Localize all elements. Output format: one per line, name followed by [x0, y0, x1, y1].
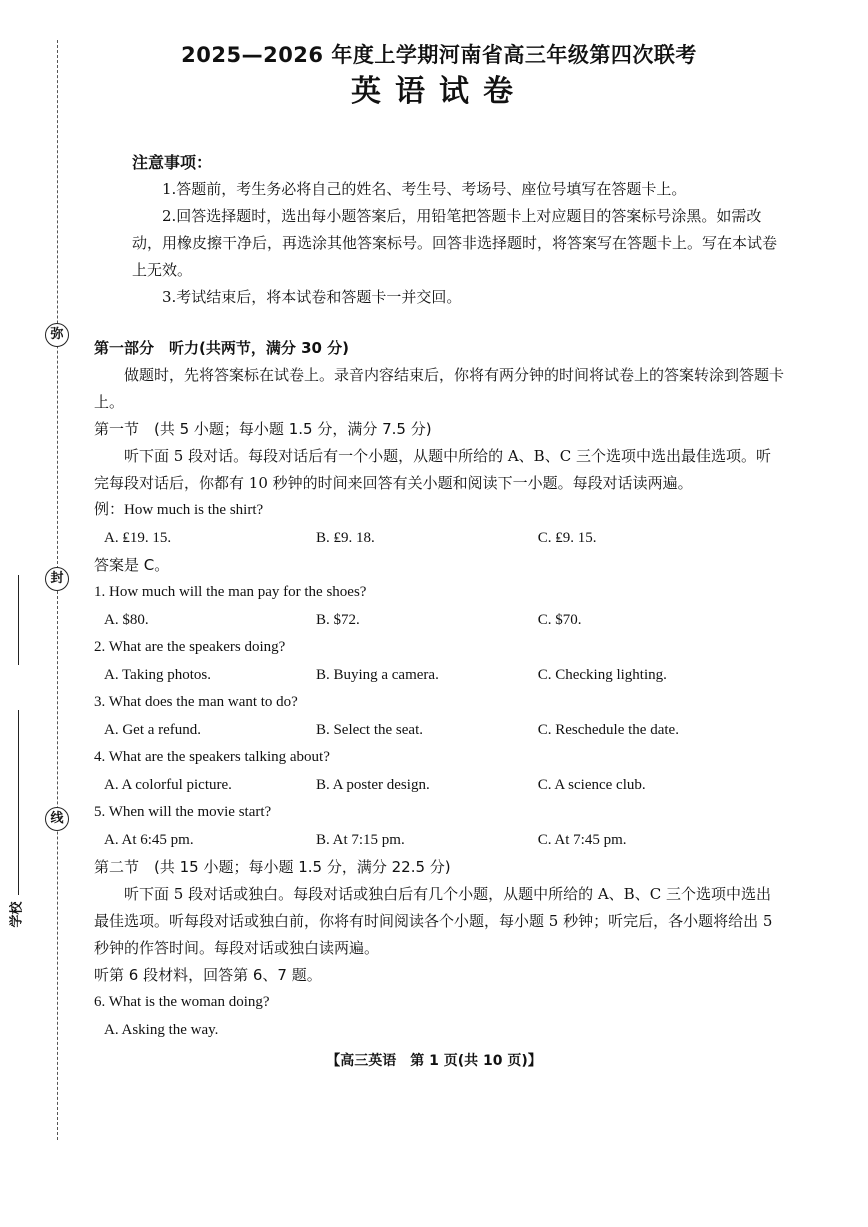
- option-a: A. ₤19. 15.: [104, 530, 172, 546]
- notice-item: 1.答题前，考生务必将自己的姓名、考生号、考场号、座位号填写在答题卡上。: [162, 180, 687, 198]
- exam-subject: 英语试卷: [351, 74, 527, 109]
- exam-title: 2025—2026 年度上学期河南省高三年级第四次联考: [181, 43, 697, 67]
- exam-content: [94, 40, 784, 1044]
- option-a: A. $80.: [104, 612, 149, 628]
- section-title: 第二节 (共 15 小题；每小题 1.5 分，满分 22.5 分): [94, 858, 451, 876]
- example-options: [94, 524, 784, 552]
- section-intro: 听下面 5 段对话或独白。每段对话或独白后有几个小题，从题中所给的 A、B、C 三个选项中选出最佳选项。听每段对话或独白前，你将有时间阅读各个小题，每小题 5 秒钟；听完后，各小题将给出 5 秒钟的作答时间。每段对话或独白读两遍。: [94, 885, 773, 957]
- page-footer: 【高三英语 第 1 页(共 10 页)】: [326, 1053, 542, 1069]
- seal-mark-feng: 封: [45, 567, 69, 591]
- seal-mark-mi: 弥: [45, 323, 69, 347]
- notice-item: 3.考试结束后，将本试卷和答题卡一并交回。: [162, 288, 462, 306]
- school-fill-line-1: [18, 575, 19, 665]
- part-title: 第一部分 听力(共两节，满分 30 分): [94, 339, 350, 357]
- question-options: [94, 716, 784, 744]
- school-label: 学校: [9, 901, 25, 928]
- notice-item: 2.回答选择题时，选出每小题答案后，用铅笔把答题卡上对应题目的答案标号涂黑。如需改动，用橡皮擦干净后，再选涂其他答案标号。回答非选择题时，将答案写在答题卡上。写在本试卷上无效。: [132, 207, 778, 279]
- question: 2. What are the speakers doing?: [94, 639, 286, 655]
- option-a: A. Taking photos.: [104, 667, 212, 683]
- question: 1. How much will the man pay for the shoes?: [94, 584, 367, 600]
- question: 3. What does the man want to do?: [94, 694, 298, 710]
- option-c: C. A science club.: [537, 777, 646, 793]
- option-b: B. A poster design.: [315, 777, 430, 793]
- part-intro: 做题时，先将答案标在试卷上。录音内容结束后，你将有两分钟的时间将试卷上的答案转涂到答题卡上。: [94, 366, 785, 411]
- option-b: B. $72.: [315, 612, 360, 628]
- option-b: B. Select the seat.: [315, 722, 423, 738]
- option-c: C. ₤9. 15.: [537, 530, 597, 546]
- question-options: [94, 606, 784, 634]
- seal-mark-xian: 线: [45, 807, 69, 831]
- section-title: 第一节 (共 5 小题；每小题 1.5 分，满分 7.5 分): [94, 420, 432, 438]
- question: 4. What are the speakers talking about?: [94, 749, 330, 765]
- option-a: A. At 6:45 pm.: [104, 832, 194, 848]
- option-b: B. ₤9. 18.: [315, 530, 375, 546]
- question-options: [94, 826, 784, 854]
- material-instruction: 听第 6 段材料，回答第 6、7 题。: [94, 966, 322, 984]
- option-c: C. At 7:45 pm.: [537, 832, 627, 848]
- option-c: C. Checking lighting.: [537, 667, 667, 683]
- option-a: A. A colorful picture.: [104, 777, 232, 793]
- option-a: A. Asking the way.: [104, 1022, 219, 1038]
- notice-title: 注意事项：: [132, 153, 213, 172]
- question-options: [94, 771, 784, 799]
- school-fill-line-2: [18, 710, 19, 895]
- question: 6. What is the woman doing?: [94, 994, 270, 1010]
- option-a: A. Get a refund.: [104, 722, 202, 738]
- option-c: C. $70.: [537, 612, 582, 628]
- option-c: C. Reschedule the date.: [537, 722, 679, 738]
- section-intro: 听下面 5 段对话。每段对话后有一个小题，从题中所给的 A、B、C 三个选项中选出最佳选项。听完每段对话后，你都有 10 秒钟的时间来回答有关小题和阅读下一小题。每段对话读两遍。: [94, 447, 771, 492]
- option-b: B. Buying a camera.: [315, 667, 439, 683]
- option-b: B. At 7:15 pm.: [315, 832, 405, 848]
- question: 5. When will the movie start?: [94, 804, 272, 820]
- example-answer: 答案是 C。: [94, 556, 170, 574]
- question-options: [94, 1016, 784, 1044]
- example-question: 例：How much is the shirt?: [94, 502, 264, 518]
- question-options: [94, 661, 784, 689]
